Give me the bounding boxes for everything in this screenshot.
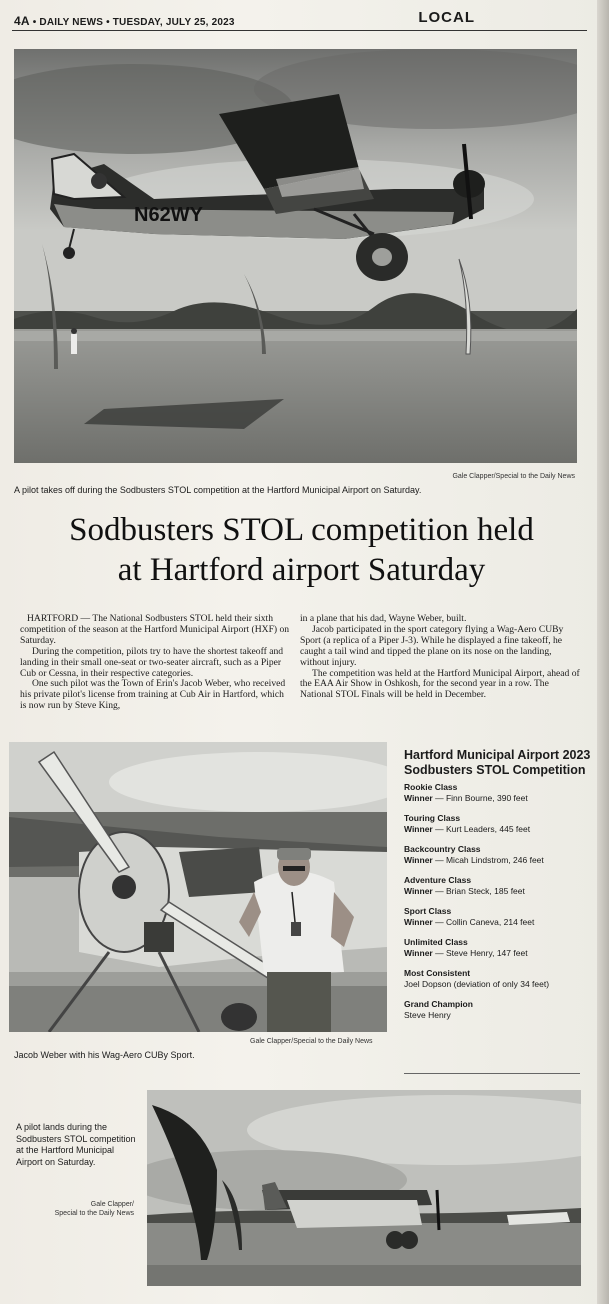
winner-result: — Kurt Leaders, 445 feet — [435, 824, 531, 834]
sidebar-title: Hartford Municipal Airport 2023 Sodbusters STOL Competition — [404, 748, 591, 777]
bottom-photo-credit — [16, 1200, 134, 1218]
winner-result: — Steve Henry, 147 feet — [435, 948, 528, 958]
sidebar-divider — [404, 1073, 580, 1074]
article-paragraph: in a plane that his dad, Wayne Weber, built. — [300, 613, 467, 624]
result-item — [404, 937, 594, 959]
article-paragraph: Jacob participated in the sport category flying a Wag-Aero CUBy Sport (a replica of a Piper J-3). While he displayed a fine takeoff, he caught a tail wind and tipped the plane on its nose on the landing, without injury. — [300, 623, 564, 668]
winner-result: — Brian Steck, 185 feet — [435, 886, 525, 896]
result-item — [404, 968, 594, 990]
page-fold-edge — [597, 0, 609, 1304]
page-header — [12, 10, 587, 31]
dateline-text: • DAILY NEWS • TUESDAY, JULY 25, 2023 — [32, 17, 235, 28]
result-item — [404, 875, 594, 897]
middle-photo-caption: Jacob Weber with his Wag-Aero CUBy Sport. — [14, 1050, 195, 1060]
result-item — [404, 844, 594, 866]
article-headline — [14, 510, 589, 590]
winner-label: Winner — [404, 824, 433, 834]
landing-photo — [147, 1090, 581, 1286]
article-paragraph: During the competition, pilots try to have the shortest takeoff and landing in their small one-seat or two-seater aircraft, such as a Piper Cub or Cessna, in their respective categories. — [20, 645, 284, 679]
class-name: Sport Class — [404, 906, 452, 916]
tail-number: N62WY — [134, 204, 203, 226]
result-item — [404, 906, 594, 928]
results-sidebar — [404, 748, 594, 1030]
class-name: Backcountry Class — [404, 844, 481, 854]
bottom-photo-caption: A pilot lands during the Sodbusters STOL competition at the Hartford Municipal Airport on Saturday. — [16, 1122, 136, 1167]
page-number: 4A — [14, 14, 30, 28]
weber-photo — [9, 742, 387, 1032]
winner-result: — Collin Caneva, 214 feet — [435, 917, 535, 927]
class-name: Unlimited Class — [404, 937, 468, 947]
result-item — [404, 999, 594, 1021]
section-label: LOCAL — [418, 9, 475, 26]
winner-result: — Micah Lindstrom, 246 feet — [435, 855, 544, 865]
result-item — [404, 813, 594, 835]
article-paragraph: HARTFORD — The National Sodbusters STOL held their sixth competition of the season at the Hartford Municipal Airport (HXF) on Saturday. — [20, 613, 290, 646]
article-paragraph: The competition was held at the Hartford Municipal Airport, ahead of the EAA Air Show in Oshkosh, for the second year in a row. The National STOL Finals will be held in December. — [300, 667, 580, 701]
winner-label: Winner — [404, 948, 433, 958]
bottom-credit-line-1: Gale Clapper/ — [90, 1201, 134, 1208]
winner-label: Winner — [404, 793, 433, 803]
middle-photo-credit: Gale Clapper/Special to the Daily News — [250, 1038, 373, 1045]
class-name: Grand Champion — [404, 999, 473, 1009]
result-item — [404, 782, 594, 804]
winner-label: Winner — [404, 855, 433, 865]
article-column-1 — [20, 614, 292, 712]
top-photo-caption: A pilot takes off during the Sodbusters STOL competition at the Hartford Municipal Airport on Saturday. — [14, 485, 422, 495]
class-name: Adventure Class — [404, 875, 472, 885]
winner-result: — Finn Bourne, 390 feet — [435, 793, 528, 803]
headline-line-2: at Hartford airport Saturday — [117, 552, 486, 588]
winner-result: Joel Dopson (deviation of only 34 feet) — [404, 979, 550, 989]
page-dateline — [14, 14, 235, 28]
winner-label: Winner — [404, 886, 433, 896]
winner-label: Winner — [404, 917, 433, 927]
takeoff-photo — [14, 49, 577, 463]
bottom-credit-line-2: Special to the Daily News — [54, 1210, 134, 1217]
headline-line-1: Sodbusters STOL competition held — [69, 512, 534, 548]
class-name: Touring Class — [404, 813, 461, 823]
class-name: Rookie Class — [404, 782, 458, 792]
class-name: Most Consistent — [404, 968, 471, 978]
article-column-2 — [300, 614, 582, 701]
winner-result: Steve Henry — [404, 1010, 451, 1020]
top-photo-credit: Gale Clapper/Special to the Daily News — [452, 473, 575, 480]
article-paragraph: One such pilot was the Town of Erin's Jacob Weber, who received his private pilot's license from training at Cub Air in Hartford, which is now run by Steve King, — [20, 678, 286, 712]
